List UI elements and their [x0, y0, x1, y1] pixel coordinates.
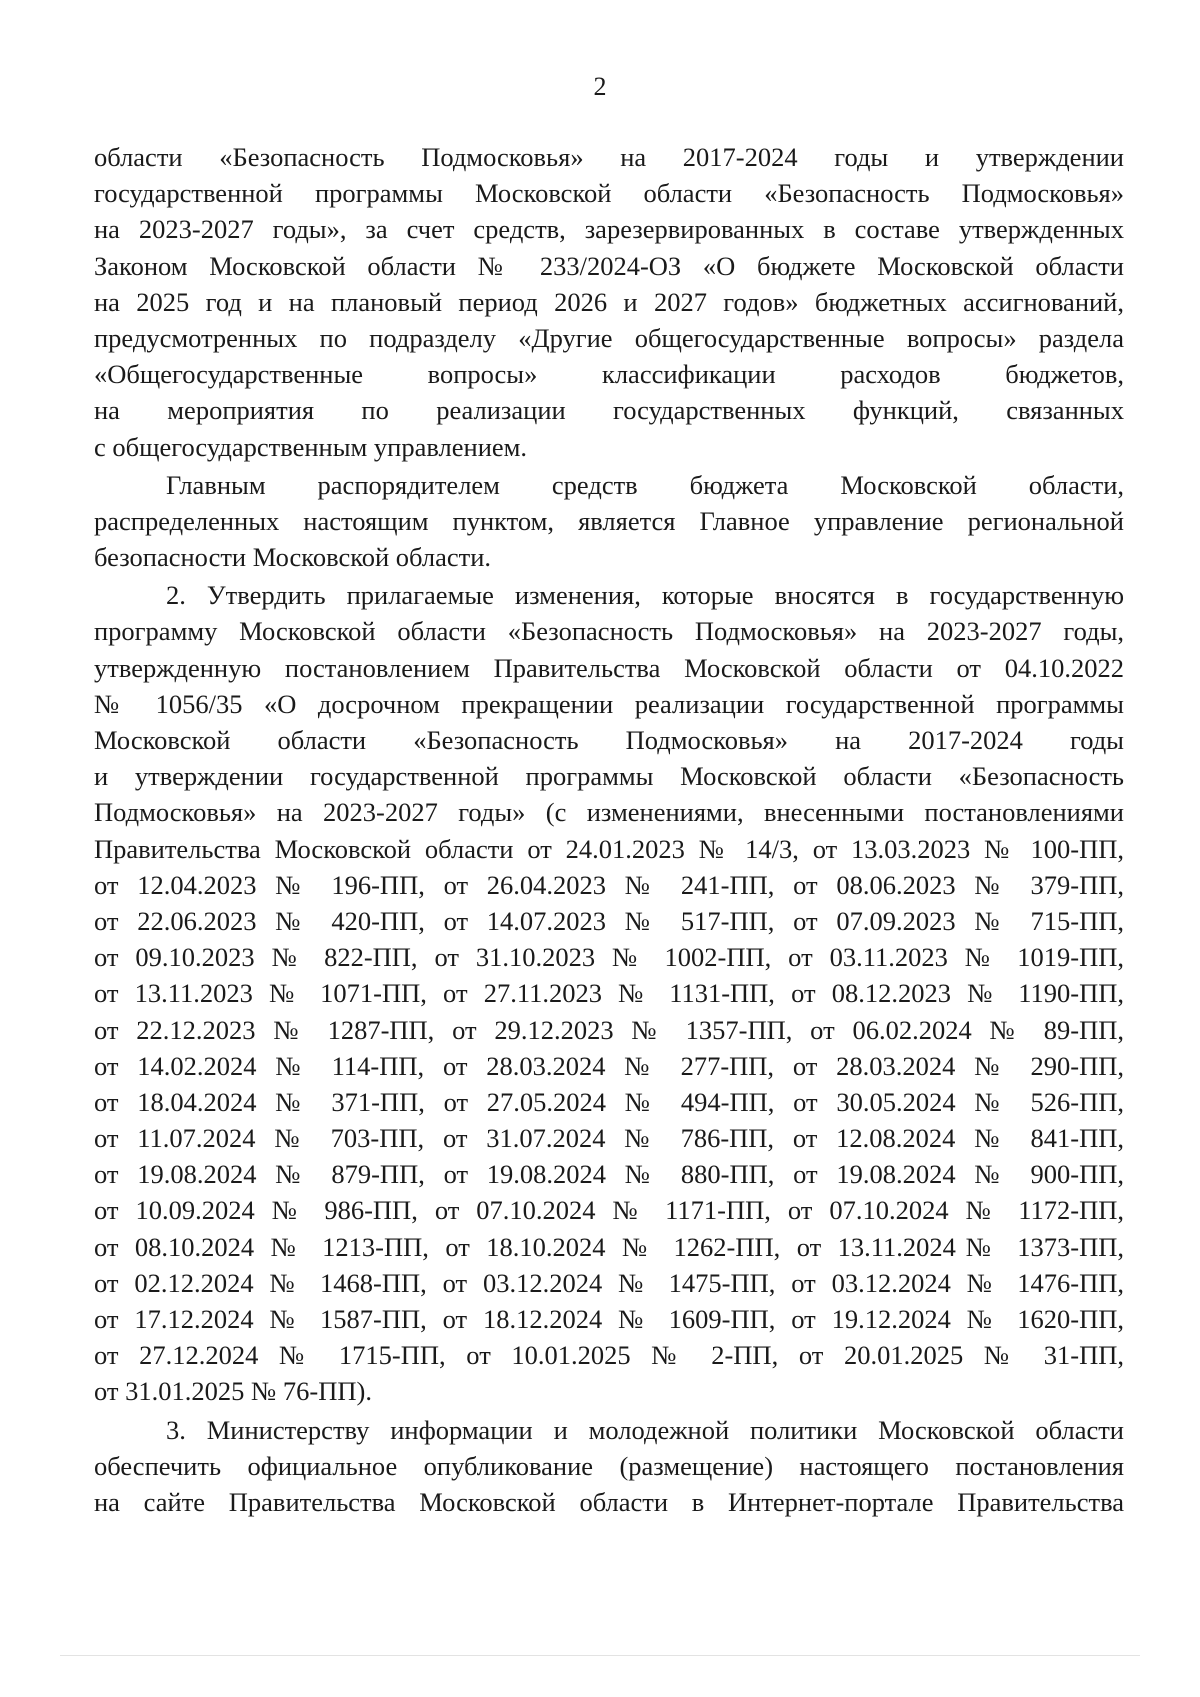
- text-line: Подмосковья» на 2023-2027 годы» (с изменениями, внесенными постановлениями: [94, 797, 1124, 828]
- text-line: от 02.12.2024 № 1468-ПП, от 03.12.2024 № 1475-ПП, от 03.12.2024 № 1476-ПП,: [94, 1267, 1124, 1298]
- text-line: программу Московской области «Безопасность Подмосковья» на 2023-2027 годы,: [94, 616, 1124, 647]
- text-line: от 12.04.2023 № 196-ПП, от 26.04.2023 № 241-ПП, от 08.06.2023 № 379-ПП,: [94, 869, 1124, 900]
- text-line: от 14.02.2024 № 114-ПП, от 28.03.2024 № 277-ПП, от 28.03.2024 № 290-ПП,: [94, 1050, 1124, 1081]
- text-line: на 2025 год и на плановый период 2026 и 2027 годов» бюджетных ассигнований,: [94, 286, 1124, 317]
- text-line: от 17.12.2024 № 1587-ПП, от 18.12.2024 № 1609-ПП, от 19.12.2024 № 1620-ПП,: [94, 1304, 1124, 1334]
- text-line: Московской области «Безопасность Подмосковья» на 2017-2024 годы: [94, 725, 1124, 755]
- text-line: и утверждении государственной программы Московской области «Безопасность: [94, 761, 1124, 792]
- text-line: 2. Утвердить прилагаемые изменения, которые вносятся в государственную: [166, 580, 1124, 611]
- text-line: предусмотренных по подразделу «Другие общегосударственные вопросы» раздела: [94, 322, 1124, 353]
- text-line: утвержденную постановлением Правительства Московской области от 04.10.2022: [94, 652, 1124, 683]
- text-line: безопасности Московской области.: [94, 542, 491, 573]
- text-line: 3. Министерству информации и молодежной политики Московской области: [166, 1414, 1124, 1445]
- text-line: распределенных настоящим пунктом, является Главное управление региональной: [94, 505, 1124, 536]
- text-line: от 10.09.2024 № 986-ПП, от 07.10.2024 № 1171-ПП, от 07.10.2024 № 1172-ПП,: [94, 1195, 1124, 1226]
- text-line: от 31.01.2025 № 76-ПП).: [94, 1376, 372, 1407]
- text-line: от 11.07.2024 № 703-ПП, от 31.07.2024 № 786-ПП, от 12.08.2024 № 841-ПП,: [94, 1123, 1124, 1154]
- text-line: государственной программы Московской области «Безопасность Подмосковья»: [94, 178, 1124, 209]
- text-line: от 13.11.2023 № 1071-ПП, от 27.11.2023 № 1131-ПП, от 08.12.2023 № 1190-ПП,: [94, 978, 1124, 1009]
- text-line: от 09.10.2023 № 822-ПП, от 31.10.2023 № 1002-ПП, от 03.11.2023 № 1019-ПП,: [94, 942, 1124, 973]
- page-number: 2: [593, 72, 607, 101]
- text-line: Главным распорядителем средств бюджета Московской области,: [166, 469, 1124, 500]
- text-line: Законом Московской области № 233/2024-ОЗ «О бюджете Московской области: [94, 250, 1124, 281]
- text-line: обеспечить официальное опубликование (размещение) настоящего постановления: [94, 1450, 1124, 1481]
- text-line: области «Безопасность Подмосковья» на 2017-2024 годы и утверждении: [94, 142, 1124, 172]
- text-line: от 22.06.2023 № 420-ПП, от 14.07.2023 № 517-ПП, от 07.09.2023 № 715-ПП,: [94, 905, 1124, 936]
- text-line: № 1056/35 «О досрочном прекращении реализации государственной программы: [94, 688, 1124, 719]
- text-line: от 18.04.2024 № 371-ПП, от 27.05.2024 № 494-ПП, от 30.05.2024 № 526-ПП,: [94, 1086, 1124, 1117]
- scan-artifact: [60, 1655, 1140, 1656]
- text-line: «Общегосударственные вопросы» классификации расходов бюджетов,: [94, 359, 1124, 390]
- text-line: от 19.08.2024 № 879-ПП, от 19.08.2024 № 880-ПП, от 19.08.2024 № 900-ПП,: [94, 1159, 1124, 1190]
- text-line: с общегосударственным управлением.: [94, 431, 528, 462]
- document-body: [94, 139, 1124, 1520]
- text-line: на сайте Правительства Московской области в Интернет-портале Правительства: [94, 1486, 1124, 1517]
- text-line: на 2023-2027 годы», за счет средств, зарезервированных в составе утвержденных: [94, 214, 1124, 245]
- text-line: на мероприятия по реализации государственных функций, связанных: [94, 395, 1124, 426]
- text-line: от 08.10.2024 № 1213-ПП, от 18.10.2024 № 1262-ПП, от 13.11.2024№ 1373-ПП,: [94, 1231, 1124, 1262]
- text-line: от 27.12.2024 № 1715-ПП, от 10.01.2025 № 2-ПП, от 20.01.2025 № 31-ПП,: [94, 1340, 1124, 1371]
- text-line: Правительства Московской области от 24.01.2023 № 14/3, от 13.03.2023 № 100-ПП,: [94, 833, 1124, 864]
- text-line: от 22.12.2023 № 1287-ПП, от 29.12.2023 № 1357-ПП, от 06.02.2024 № 89-ПП,: [94, 1014, 1124, 1045]
